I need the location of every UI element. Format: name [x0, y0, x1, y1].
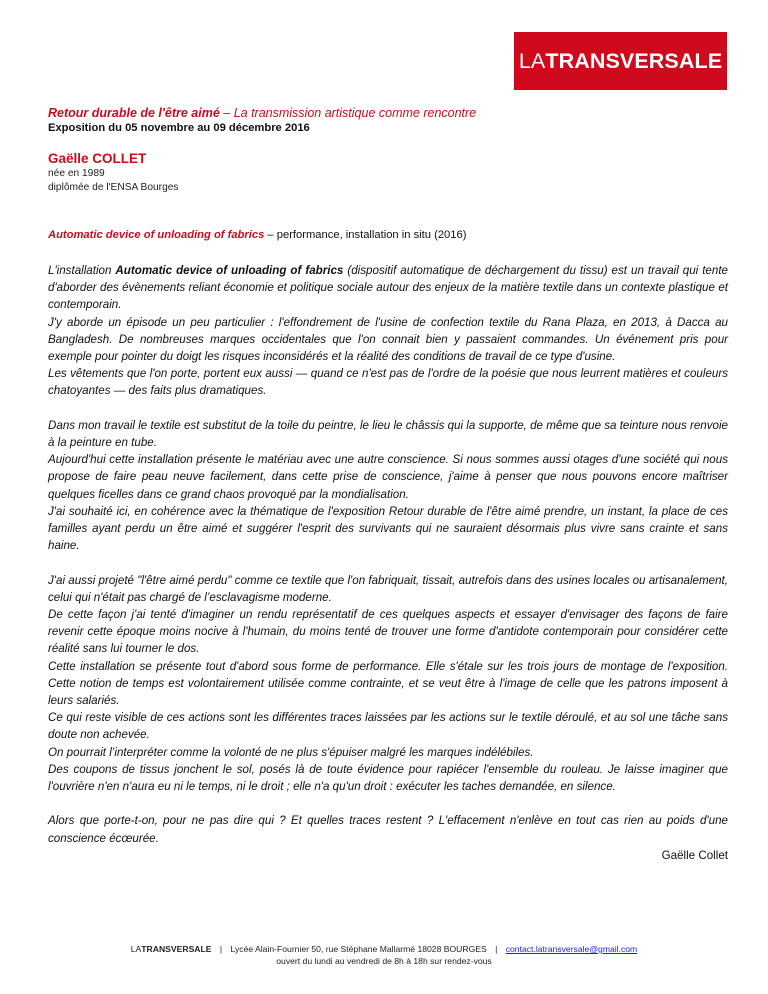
- exhibition-header: [48, 105, 728, 136]
- artist-name: Gaëlle COLLET: [48, 151, 147, 166]
- exhibition-dates: Exposition du 05 novembre au 09 décembre 2016: [48, 122, 310, 134]
- artist-block: [48, 150, 179, 194]
- paragraph: Aujourd'hui cette installation présente le matériau avec une autre conscience. Si nous sommes aussi otages d'une société qui nous propose de faire peau neuve facilement, dans cette prise de conscience, j'aime à penser que nous pouvons encore maîtriser quelques ficelles dans ce grand chaos provoqué par la mondialisation.: [48, 453, 728, 501]
- exhibition-subtitle: La transmission artistique comme rencontre: [233, 106, 477, 120]
- paragraph: Dans mon travail le textile est substitut de la toile du peintre, le lieu le châssis qui la supporte, de même que sa teinture nous renvoie à la peinture en tube.: [48, 418, 728, 450]
- footer-separator: |: [495, 944, 498, 954]
- exhibition-title: Retour durable de l'être aimé: [48, 106, 220, 120]
- spacer: [48, 554, 728, 571]
- footer-brand-prefix: LA: [130, 944, 142, 954]
- footer-address: Lycée Alain-Fournier 50, rue Stéphane Mallarmé 18028 BOURGES: [230, 944, 487, 954]
- exhibition-title-line: [48, 105, 728, 121]
- paragraph: Cette installation se présente tout d'abord sous forme de performance. Elle s'étale sur les trois jours de montage de l'exposition. Cette notion de temps est volontairement utilisée comme contrainte, et se veut être à l'image de celle que les patrons imposent à leurs salariés.: [48, 659, 728, 708]
- logo-prefix: LA: [518, 48, 546, 73]
- footer-email-link[interactable]: contact.latransversale@gmail.com: [505, 944, 638, 954]
- footer-line-1: [0, 943, 768, 955]
- paragraph: Ce qui reste visible de ces actions sont les différentes traces laissées par les actions sur le textile déroulé, et au sol une tâche sans doute non achevée.: [48, 711, 728, 742]
- artist-born: née en 1989: [48, 168, 105, 179]
- work-line: [48, 228, 466, 243]
- footer-separator: |: [219, 944, 223, 954]
- text-span: L'installation: [48, 264, 116, 277]
- text-span: (dispositif automatique de déchargement du tissu) est un travail qui tente d'aborder des évènements reliant économie et politique sociale autour des enjeux de la matière textile dans un contexte plastique et contemporain.: [48, 264, 728, 312]
- paragraph: [48, 262, 728, 314]
- artist-diploma: diplômée de l'ENSA Bourges: [48, 181, 179, 193]
- paragraph: J'y aborde un épisode un peu particulier : l'effondrement de l'usine de confection textile du Rana Plaza, en 2013, à Dacca au Bangladesh. De nombreuses marques occidentales que l'on connait bien y passaient commandes. Un événement pris pour exemple pour pointer du doigt les risques inconsidérés et la réalité des conditions de travail de ce type d'usine.: [48, 315, 728, 364]
- paragraph: On pourrait l’interpréter comme la volonté de ne plus s'épuiser malgré les marques indélébiles.: [48, 745, 534, 759]
- paragraph: J'ai souhaité ici, en cohérence avec la thématique de l'exposition Retour durable de l'être aimé prendre, un instant, la place de ces familles ayant perdu un être aimé et suggérer l'esprit des survivants qui ne sauraient désormais plus vivre sans crainte et sans haine.: [48, 504, 728, 553]
- title-dash: –: [219, 106, 234, 120]
- footer-hours: ouvert du lundi au vendredi de 8h à 18h sur rendez-vous: [276, 956, 492, 966]
- work-description: – performance, installation in situ (2016): [264, 229, 467, 241]
- work-title: Automatic device of unloading of fabrics: [48, 229, 265, 241]
- paragraph: Des coupons de tissus jonchent le sol, posés là de toute évidence pour rapiécer l'ensemble du rouleau. Je laisse imaginer que l'ouvrière n'en n'aura eu ni le temps, ni le droit ; elle n'a qu'un droit : exécuter les taches demandée, en silence.: [48, 762, 728, 794]
- signature: Gaëlle Collet: [661, 848, 728, 862]
- work-title-inline: Automatic device of unloading of fabrics: [115, 264, 344, 277]
- paragraph: Alors que porte-t-on, pour ne pas dire qui ? Et quelles traces restent ? L'effacement n'enlève en tout cas rien au poids d'une conscience écœurée.: [48, 814, 728, 845]
- footer: [0, 943, 768, 967]
- spacer: [48, 400, 728, 417]
- paragraph: De cette façon j'ai tenté d'imaginer un rendu représentatif de ces quelques aspects et essayer d'envisager des façons de faire revenir cette époque moins nocive à l'humain, du moins tenté de trouver une forme d'antidote contemporain pour considérer cette réalité sans lui tourner le dos.: [48, 608, 728, 656]
- artist-statement: [48, 262, 728, 864]
- paragraph: J'ai aussi projeté "l'être aimé perdu" comme ce textile que l'on fabriquait, tissait, autrefois dans des usines locales ou artisanalement, celui qui n'était pas chargé de l’esclavagisme moderne.: [48, 573, 728, 604]
- logo-main: TRANSVERSALE: [545, 48, 723, 73]
- latransversale-logo: [514, 32, 727, 90]
- footer-brand-main: TRANSVERSALE: [141, 944, 212, 954]
- paragraph: Les vêtements que l'on porte, portent eux aussi — quand ce n'est pas de l'ordre de la poésie que nous leurrent matières et couleurs chatoyantes — des faits plus dramatiques.: [48, 367, 728, 398]
- spacer: [48, 795, 728, 812]
